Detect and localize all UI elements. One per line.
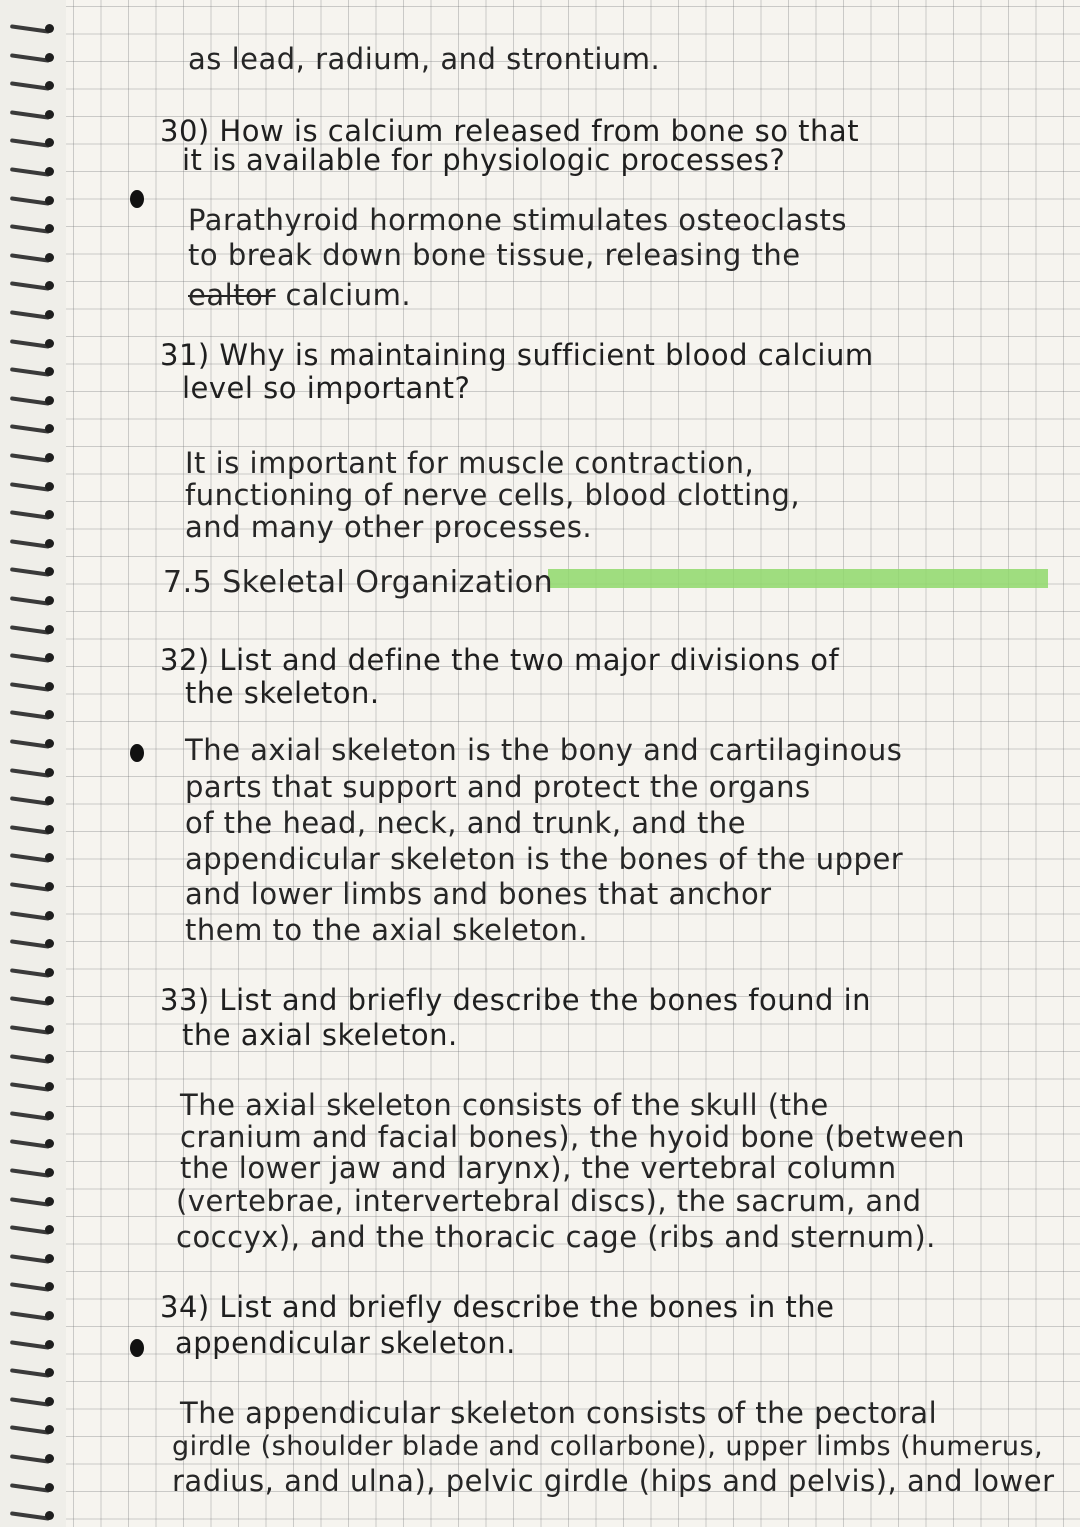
- answer-31-line: and many other processes.: [185, 510, 593, 544]
- question-31-line: level so important?: [182, 371, 471, 405]
- binding-ring: [10, 337, 54, 351]
- binding-ring: [10, 1166, 54, 1180]
- binding-ring: [10, 708, 54, 722]
- binding-ring: [10, 766, 54, 780]
- binding-ring: [10, 1338, 54, 1352]
- binding-ring: [10, 909, 54, 923]
- question-31-line: 31) Why is maintaining sufficient blood calcium: [160, 338, 874, 372]
- binding-ring: [10, 880, 54, 894]
- struck-word: ealtor: [188, 278, 276, 312]
- answer-32-line: The axial skeleton is the bony and cartilaginous: [185, 733, 903, 767]
- answer-33-line: (vertebrae, intervertebral discs), the sacrum, and: [176, 1184, 922, 1218]
- binding-ring: [10, 365, 54, 379]
- binding-ring: [10, 1309, 54, 1323]
- binding-ring: [10, 651, 54, 665]
- binding-ring: [10, 966, 54, 980]
- answer-30-line: Parathyroid hormone stimulates osteoclasts: [188, 203, 847, 237]
- binding-ring: [10, 1109, 54, 1123]
- answer-34-line: The appendicular skeleton consists of the pectoral: [180, 1396, 938, 1430]
- binding-ring: [10, 394, 54, 408]
- binding-ring: [10, 79, 54, 93]
- binding-ring: [10, 1052, 54, 1066]
- answer-33-line: coccyx), and the thoracic cage (ribs and sternum).: [176, 1220, 936, 1254]
- binding-ring: [10, 623, 54, 637]
- question-30-line: it is available for physiologic processes?: [182, 143, 786, 177]
- binding-ring: [10, 308, 54, 322]
- question-34-line: appendicular skeleton.: [175, 1326, 516, 1360]
- binding-ring: [10, 451, 54, 465]
- binding-ring: [10, 680, 54, 694]
- binding-ring: [10, 1195, 54, 1209]
- binding-ring: [10, 737, 54, 751]
- binding-ring: [10, 937, 54, 951]
- answer-30-word: calcium.: [285, 278, 412, 312]
- bullet-dot: [130, 1339, 144, 1357]
- question-34-line: 34) List and briefly describe the bones in the: [160, 1290, 835, 1324]
- binding-ring: [10, 594, 54, 608]
- answer-30-line: [188, 280, 411, 310]
- binding-ring: [10, 1023, 54, 1037]
- binding-ring: [10, 1280, 54, 1294]
- binding-ring: [10, 1080, 54, 1094]
- binding-ring: [10, 1481, 54, 1495]
- question-32-line: 32) List and define the two major divisions of: [160, 643, 840, 677]
- question-33-line: 33) List and briefly describe the bones found in: [160, 983, 872, 1017]
- binding-ring: [10, 1423, 54, 1437]
- answer-33-line: cranium and facial bones), the hyoid bone (between: [180, 1120, 966, 1154]
- question-33-line: the axial skeleton.: [182, 1018, 458, 1052]
- binding-ring: [10, 51, 54, 65]
- answer-33-line: The axial skeleton consists of the skull (the: [180, 1088, 829, 1122]
- binding-ring: [10, 794, 54, 808]
- binding-ring: [10, 851, 54, 865]
- answer-33-line: the lower jaw and larynx), the vertebral column: [180, 1151, 897, 1185]
- answer-30-line: to break down bone tissue, releasing the: [188, 238, 801, 272]
- binding-ring: [10, 1223, 54, 1237]
- section-heading: 7.5 Skeletal Organization: [163, 565, 554, 600]
- binding-ring: [10, 165, 54, 179]
- binding-ring: [10, 251, 54, 265]
- binding-ring: [10, 994, 54, 1008]
- section-highlight: [548, 569, 1048, 588]
- binding-ring: [10, 422, 54, 436]
- answer-31-line: It is important for muscle contraction,: [185, 446, 755, 480]
- answer-32-line: appendicular skeleton is the bones of the upper: [185, 842, 904, 876]
- binding-ring: [10, 1252, 54, 1266]
- binding-ring: [10, 222, 54, 236]
- answer-34-line: radius, and ulna), pelvic girdle (hips and pelvis), and lower: [172, 1464, 1055, 1498]
- answer-34-line: girdle (shoulder blade and collarbone), upper limbs (humerus,: [172, 1431, 1044, 1462]
- binding-ring: [10, 823, 54, 837]
- bullet-dot: [130, 744, 144, 762]
- binding-ring: [10, 1395, 54, 1409]
- binding-ring: [10, 1452, 54, 1466]
- answer-32-line: of the head, neck, and trunk, and the: [185, 806, 747, 840]
- bullet-dot: [130, 190, 144, 208]
- binding-ring: [10, 480, 54, 494]
- answer-32-line: them to the axial skeleton.: [185, 913, 589, 947]
- question-30-line: 30) How is calcium released from bone so that: [160, 114, 860, 148]
- binding-ring: [10, 1137, 54, 1151]
- binding-ring: [10, 22, 54, 36]
- binding-ring: [10, 565, 54, 579]
- binding-ring: [10, 508, 54, 522]
- answer-32-line: parts that support and protect the organs: [185, 770, 811, 804]
- binding-ring: [10, 194, 54, 208]
- binding-ring: [10, 136, 54, 150]
- binding-ring: [10, 279, 54, 293]
- binding-ring: [10, 108, 54, 122]
- answer-32-line: and lower limbs and bones that anchor: [185, 877, 772, 911]
- text-line: as lead, radium, and strontium.: [188, 42, 661, 76]
- answer-31-line: functioning of nerve cells, blood clotting,: [185, 478, 801, 512]
- question-32-line: the skeleton.: [185, 676, 380, 710]
- binding-ring: [10, 537, 54, 551]
- binding-ring: [10, 1366, 54, 1380]
- binding-ring: [10, 1509, 54, 1523]
